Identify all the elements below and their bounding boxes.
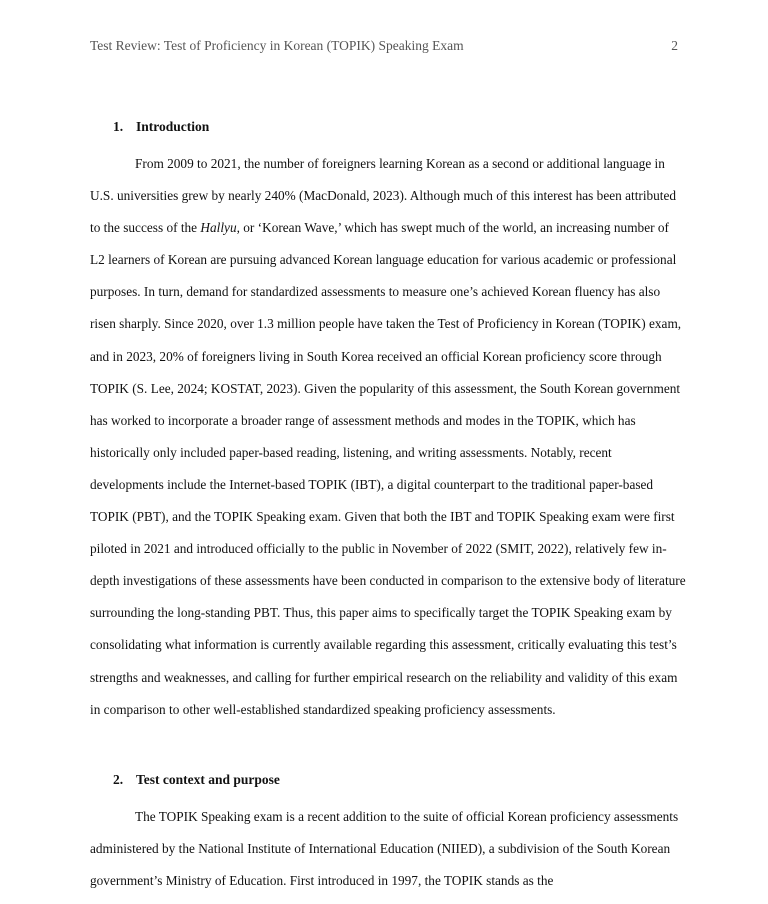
section-number: 1. xyxy=(113,119,124,134)
document-body xyxy=(90,116,686,897)
page-number: 2 xyxy=(671,38,678,53)
introduction-paragraph xyxy=(90,148,686,726)
running-head xyxy=(90,38,678,54)
section-heading-test-context xyxy=(90,769,686,790)
section-title: Introduction xyxy=(136,119,210,134)
paragraph-text: From 2009 to 2021, the number of foreigners learning Korean as a second or additional language in U.S. universities grew by nearly 240% (MacDonald, 2023). Although much of this interest has been attributed to the success of the xyxy=(90,156,677,236)
italic-term: Hallyu xyxy=(200,220,237,236)
test-context-paragraph: The TOPIK Speaking exam is a recent addition to the suite of official Korean proficiency assessments administered by the National Institute of International Education (NIIED), a subdivision of the South Korean government’s Ministry of Education. First introduced in 1997, the TOPIK stands as the xyxy=(90,808,679,888)
paragraph-text: , or ‘Korean Wave,’ which has swept much of the world, an increasing number of L2 learners of Korean are pursuing advanced Korean language education for various academic or professional purposes. In turn, demand for standardized assessments to measure one’s achieved Korean fluency has also risen sharply. Since 2020, over 1.3 million people have taken the Test of Proficiency in Korean (TOPIK) exam, and in 2023, 20% of foreigners living in South Korea received an official Korean proficiency score through TOPIK (S. Lee, 2024; KOSTAT, 2023). Given the popularity of this assessment, the South Korean government has worked to incorporate a broader range of assessment methods and modes in the TOPIK, which has historically only included paper-based reading, listening, and writing assessments. Notably, recent developments include the Internet-based TOPIK (IBT), a digital counterpart to the traditional paper-based TOPIK (PBT), and the TOPIK Speaking exam. Given that both the IBT and TOPIK Speaking exam were first piloted in 2021 and introduced officially to the public in November of 2022 (SMIT, 2022), relatively few in-depth investigations of these assessments have been conducted in comparison to the extensive body of literature surrounding the long-standing PBT. Thus, this paper aims to specifically target the TOPIK Speaking exam by consolidating what information is currently available regarding this assessment, critically evaluating this test’s strengths and weaknesses, and calling for further empirical research on the reliability and validity of this exam in comparison to other well-established standardized speaking proficiency assessments. xyxy=(90,220,686,717)
running-title: Test Review: Test of Proficiency in Korean (TOPIK) Speaking Exam xyxy=(90,38,464,53)
section-heading-introduction xyxy=(90,116,686,137)
section-number: 2. xyxy=(113,771,124,787)
section-title: Test context and purpose xyxy=(136,771,280,787)
